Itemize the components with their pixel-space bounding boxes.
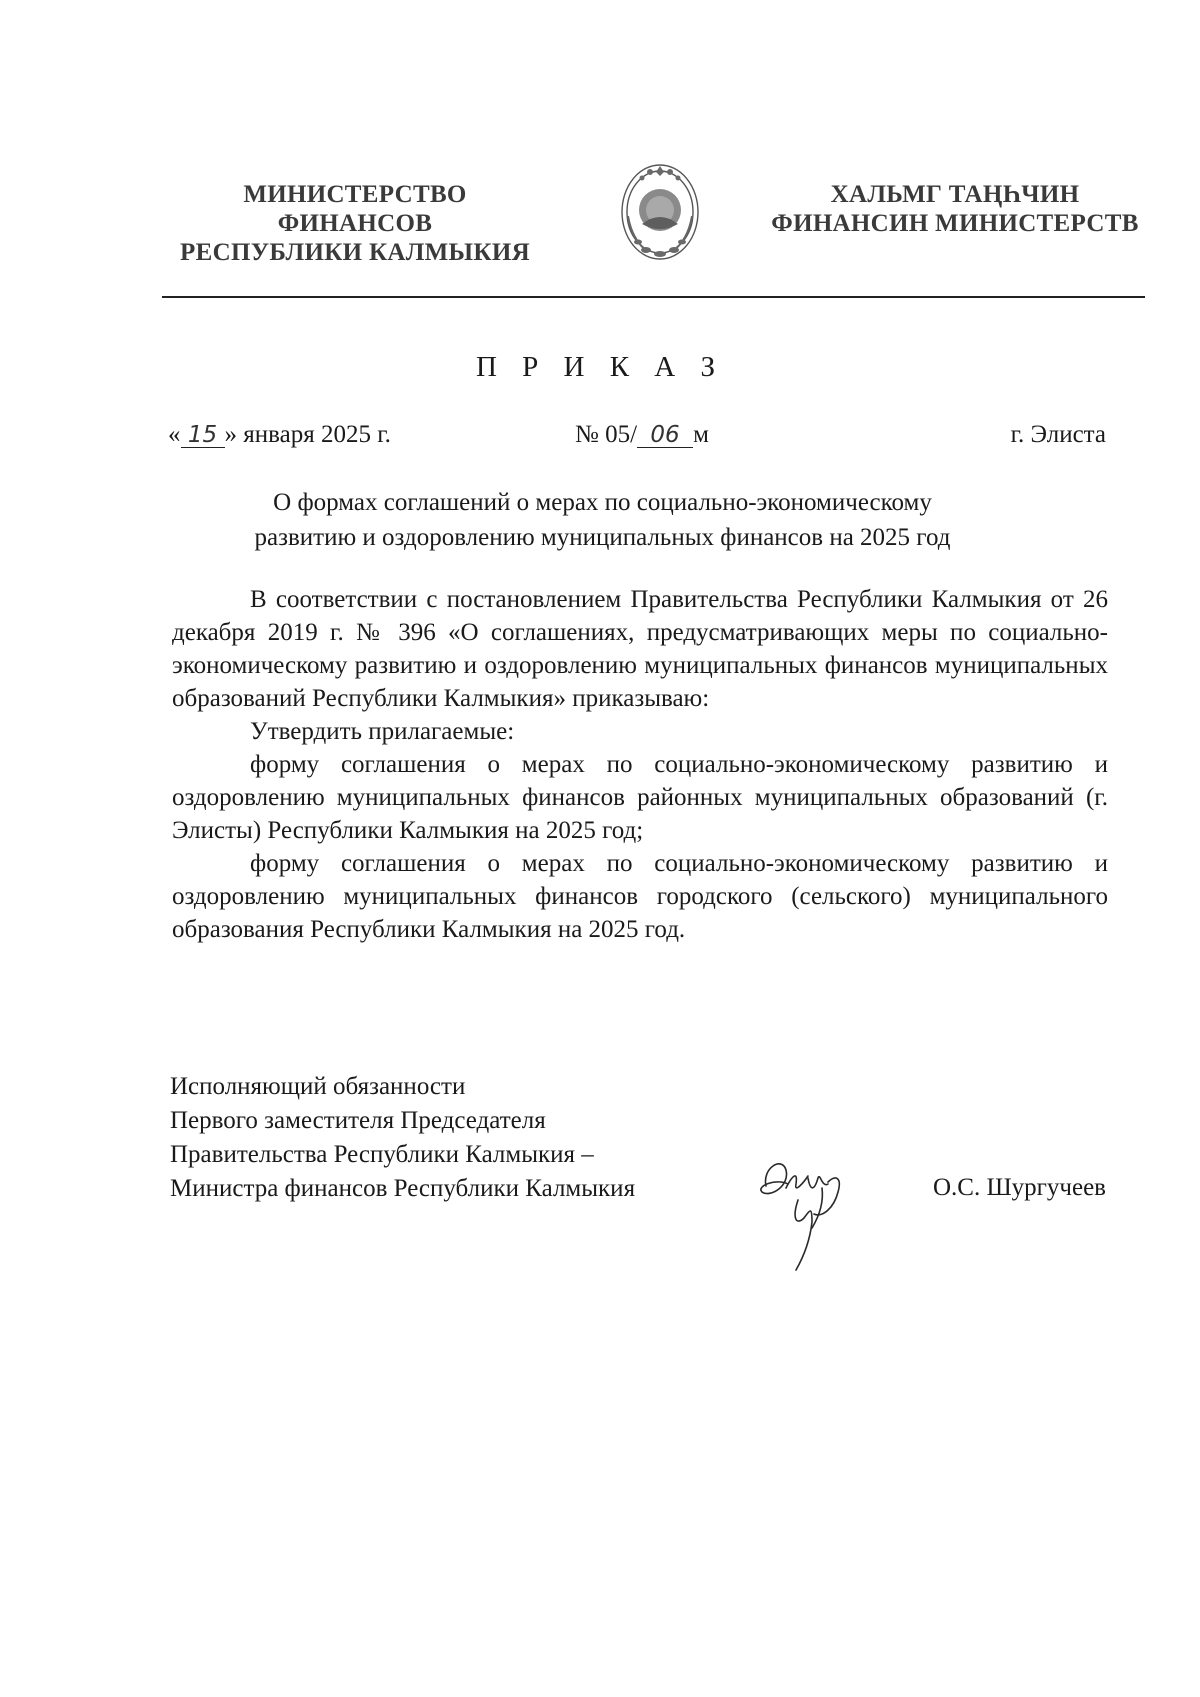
order-body <box>172 583 1108 946</box>
signer-position-line: Министра финансов Республики Калмыкия <box>170 1175 636 1202</box>
kalmykia-coat-of-arms-icon <box>618 158 702 264</box>
date-month-year: » января 2025 г. <box>224 421 391 448</box>
header-divider <box>162 296 1145 298</box>
order-date <box>168 420 391 450</box>
body-paragraph: форму соглашения о мерах по социально-экономическому развитию и оздоровлению муниципальных финансов районных муниципальных образований (г. Элисты) Республики Калмыкия на 2025 год; <box>172 751 1108 844</box>
date-quote-open: « <box>168 421 181 448</box>
body-paragraph: В соответствии с постановлением Правительства Республики Калмыкия от 26 декабря 2019 г. № 396 «О соглашениях, предусматривающих меры по социально-экономическому развитию и оздоровлению муниципальных финансов муниципальных образований Республики Калмыкия» приказываю: <box>172 586 1108 712</box>
org-name-line: МИНИСТЕРСТВО ФИНАНСОВ <box>243 181 467 237</box>
order-number <box>575 420 709 450</box>
signer-position-line: Исполняющий обязанности <box>170 1073 466 1100</box>
org-name-line: РЕСПУБЛИКИ КАЛМЫКИЯ <box>180 239 530 266</box>
org-name-line: ХАЛЬМГ ТАҢҺЧИН <box>830 181 1080 208</box>
subject-line: О формах соглашений о мерах по социально-экономическому <box>273 489 932 516</box>
order-city: г. Элиста <box>1010 421 1106 448</box>
body-paragraph: форму соглашения о мерах по социально-экономическому развитию и оздоровлению муниципальных финансов городского (сельского) муниципального образования Республики Калмыкия на 2025 год. <box>172 850 1108 943</box>
order-number-handwritten: 06 <box>637 423 693 448</box>
subject-line: развитию и оздоровлению муниципальных финансов на 2025 год <box>254 524 951 551</box>
date-day-handwritten: 15 <box>181 423 225 448</box>
signer-position-line: Первого заместителя Председателя <box>170 1107 546 1134</box>
handwritten-signature-icon <box>752 1148 862 1278</box>
signer-name: О.С. Шургучеев <box>932 1174 1106 1201</box>
signer-position-line: Правительства Республики Калмыкия – <box>170 1141 594 1168</box>
body-paragraph: Утвердить прилагаемые: <box>250 718 515 745</box>
order-number-suffix: м <box>693 421 709 448</box>
document-title: П Р И К А З <box>475 351 725 383</box>
order-number-prefix: № 05/ <box>575 421 638 448</box>
org-name-kalmyk <box>770 180 1140 238</box>
org-name-line: ФИНАНСИН МИНИСТЕРСТВ <box>771 210 1139 237</box>
org-name-russian <box>170 180 540 267</box>
order-subject <box>160 485 1045 555</box>
signer-position <box>170 1070 635 1206</box>
